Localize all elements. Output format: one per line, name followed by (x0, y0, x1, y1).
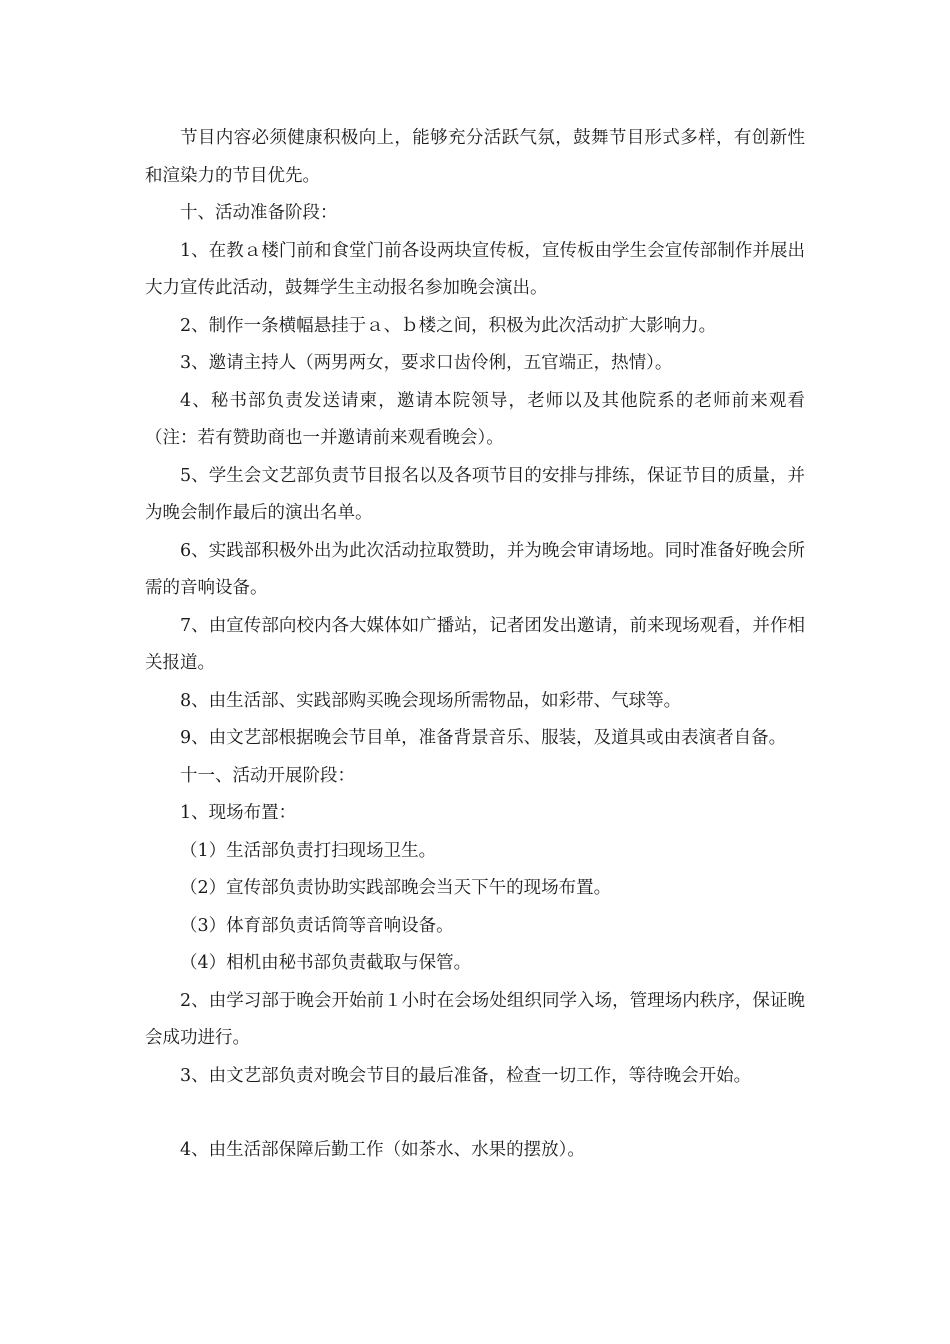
paragraph-exec-item-2: 2、由学习部于晚会开始前１小时在会场处组织同学入场，管理场内秩序，保证晚会成功进行。 (145, 990, 805, 1048)
paragraph-program-content: 节目内容必须健康积极向上，能够充分活跃气氛，鼓舞节目形式多样，有创新性和渲染力的节目优先。 (145, 128, 805, 186)
paragraph-prep-item-1: 1、在教ａ楼门前和食堂门前各设两块宣传板，宣传板由学生会宣传部制作并展出大力宣传此活动，鼓舞学生主动报名参加晚会演出。 (145, 240, 805, 298)
paragraph-prep-item-4: 4、秘书部负责发送请柬，邀请本院领导，老师以及其他院系的老师前来观看（注：若有赞助商也一并邀请前来观看晚会）。 (145, 390, 805, 448)
paragraph-prep-item-8: 8、由生活部、实践部购买晚会现场所需物品，如彩带、气球等。 (180, 690, 682, 711)
paragraph-prep-item-6: 6、实践部积极外出为此次活动拉取赞助，并为晚会审请场地。同时准备好晚会所需的音响设备。 (145, 540, 805, 598)
paragraph-exec-item-4: 4、由生活部保障后勤工作（如茶水、水果的摆放）。 (180, 1140, 585, 1160)
paragraph-exec-subitem-2: （2）宣传部负责协助实践部晚会当天下午的现场布置。 (180, 878, 612, 898)
section-heading-execution: 十一、活动开展阶段： (180, 765, 355, 786)
paragraph-exec-subitem-3: （3）体育部负责话筒等音响设备。 (180, 915, 454, 936)
paragraph-prep-item-9: 9、由文艺部根据晚会节目单，准备背景音乐、服装，及道具或由表演者自备。 (180, 728, 787, 748)
paragraph-exec-item-3: 3、由文艺部负责对晚会节目的最后准备，检查一切工作，等待晚会开始。 (180, 1065, 752, 1086)
paragraph-exec-subitem-4: （4）相机由秘书部负责截取与保管。 (180, 953, 472, 973)
paragraph-prep-item-3: 3、邀请主持人（两男两女，要求口齿伶俐，五官端正，热情）。 (180, 353, 673, 373)
paragraph-prep-item-2: 2、制作一条横幅悬挂于ａ、ｂ楼之间，积极为此次活动扩大影响力。 (180, 315, 717, 336)
paragraph-prep-item-7: 7、由宣传部向校内各大媒体如广播站，记者团发出邀请，前来现场观看，并作相关报道。 (145, 615, 805, 673)
section-heading-preparation: 十、活动准备阶段： (180, 203, 338, 223)
paragraph-prep-item-5: 5、学生会文艺部负责节目报名以及各项节目的安排与排练，保证节目的质量，并为晚会制作最后的演出名单。 (145, 465, 805, 523)
document-body (145, 120, 805, 1170)
paragraph-exec-subitem-1: （1）生活部负责打扫现场卫生。 (180, 840, 437, 861)
paragraph-exec-item-1: 1、现场布置： (180, 803, 297, 823)
